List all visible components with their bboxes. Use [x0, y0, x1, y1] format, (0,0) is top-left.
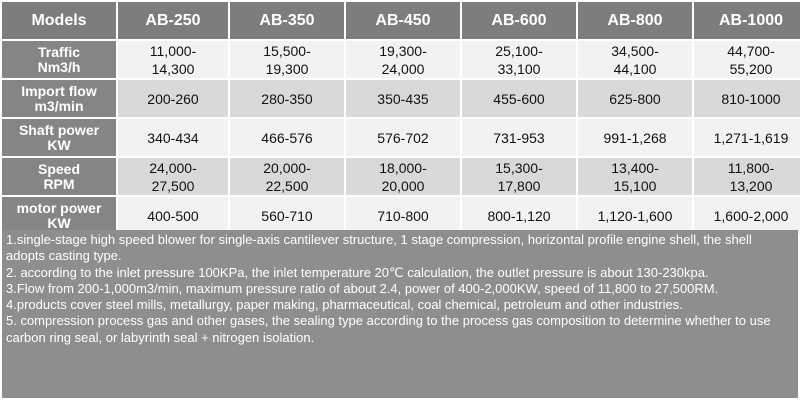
column-header: AB-600 — [462, 2, 576, 39]
table-cell: 731-953 — [462, 119, 576, 156]
table-cell: 455-600 — [462, 80, 576, 117]
table-cell: 200-260 — [118, 80, 228, 117]
table-cell: 560-710 — [230, 197, 344, 234]
table-cell: 13,400- 15,100 — [578, 158, 692, 195]
table-cell: 466-576 — [230, 119, 344, 156]
table-cell: 1,120-1,600 — [578, 197, 692, 234]
table-row-motor-power — [2, 197, 800, 234]
note-item: 5. compression process gas and other gases, the sealing type according to the process gas composition to determine whether to use carbon ring seal, or labyrinth seal + nitrogen isolation. — [6, 313, 771, 345]
note-item: 2. according to the inlet pressure 100KPa, the inlet temperature 20℃ calculation, the outlet pressure is about 130-230kpa. — [6, 264, 709, 280]
table-cell: 34,500- 44,100 — [578, 41, 692, 78]
table-row-shaft-power — [2, 119, 800, 156]
table-cell: 44,700- 55,200 — [694, 41, 800, 78]
row-header-unit: RPM — [43, 175, 75, 192]
row-header-unit: Nm3/h — [37, 58, 81, 75]
table-row-traffic — [2, 41, 800, 78]
row-header — [2, 80, 116, 117]
table-cell: 350-435 — [346, 80, 460, 117]
table-cell: 19,300- 24,000 — [346, 41, 460, 78]
table-cell: 1,271-1,619 — [694, 119, 800, 156]
column-header: AB-450 — [346, 2, 460, 39]
row-header-title: Speed — [37, 160, 80, 177]
table-cell: 25,100- 33,100 — [462, 41, 576, 78]
row-header-unit: KW — [47, 136, 71, 153]
row-header-unit: KW — [47, 214, 71, 231]
table-cell: 991-1,268 — [578, 119, 692, 156]
table-cell: 11,800- 13,200 — [694, 158, 800, 195]
column-header: Models — [2, 2, 116, 39]
row-header-unit: m3/min — [34, 97, 84, 114]
column-header: AB-250 — [118, 2, 228, 39]
table-cell: 20,000- 22,500 — [230, 158, 344, 195]
notes-panel — [2, 230, 798, 398]
table-cell: 24,000- 27,500 — [118, 158, 228, 195]
table-cell: 625-800 — [578, 80, 692, 117]
table-cell: 710-800 — [346, 197, 460, 234]
table-cell: 11,000- 14,300 — [118, 41, 228, 78]
row-header — [2, 158, 116, 195]
table-cell: 576-702 — [346, 119, 460, 156]
column-header: AB-1000 — [694, 2, 800, 39]
table-cell: 280-350 — [230, 80, 344, 117]
note-item: 1.single-stage high speed blower for single-axis cantilever structure, 1 stage compression, horizontal profile engine shell, the shell adopts casting type. — [6, 232, 752, 264]
note-item: 3.Flow from 200-1,000m3/min, maximum pressure ratio of about 2.4, power of 400-2,000KW, speed of 11,800 to 27,500RM. — [6, 280, 719, 296]
row-header — [2, 119, 116, 156]
table-cell: 810-1000 — [694, 80, 800, 117]
row-header — [2, 41, 116, 78]
table-cell: 1,600-2,000 — [694, 197, 800, 234]
table-cell: 340-434 — [118, 119, 228, 156]
row-header-title: Shaft power — [18, 121, 100, 138]
table-cell: 400-500 — [118, 197, 228, 234]
table-cell: 800-1,120 — [462, 197, 576, 234]
note-item: 4.products cover steel mills, metallurgy, paper making, pharmaceutical, coal chemical, petroleum and other industries. — [6, 297, 683, 313]
table-row-import-flow — [2, 80, 800, 117]
row-header — [2, 197, 116, 234]
table-row-speed — [2, 158, 800, 195]
table-cell: 15,500- 19,300 — [230, 41, 344, 78]
column-header: AB-800 — [578, 2, 692, 39]
table-cell: 18,000- 20,000 — [346, 158, 460, 195]
column-header: AB-350 — [230, 2, 344, 39]
table-header-row — [2, 2, 800, 39]
row-header-title: motor power — [16, 199, 102, 216]
row-header-title: Import flow — [21, 82, 97, 99]
table-cell: 15,300- 17,800 — [462, 158, 576, 195]
row-header-title: Traffic — [37, 43, 80, 60]
